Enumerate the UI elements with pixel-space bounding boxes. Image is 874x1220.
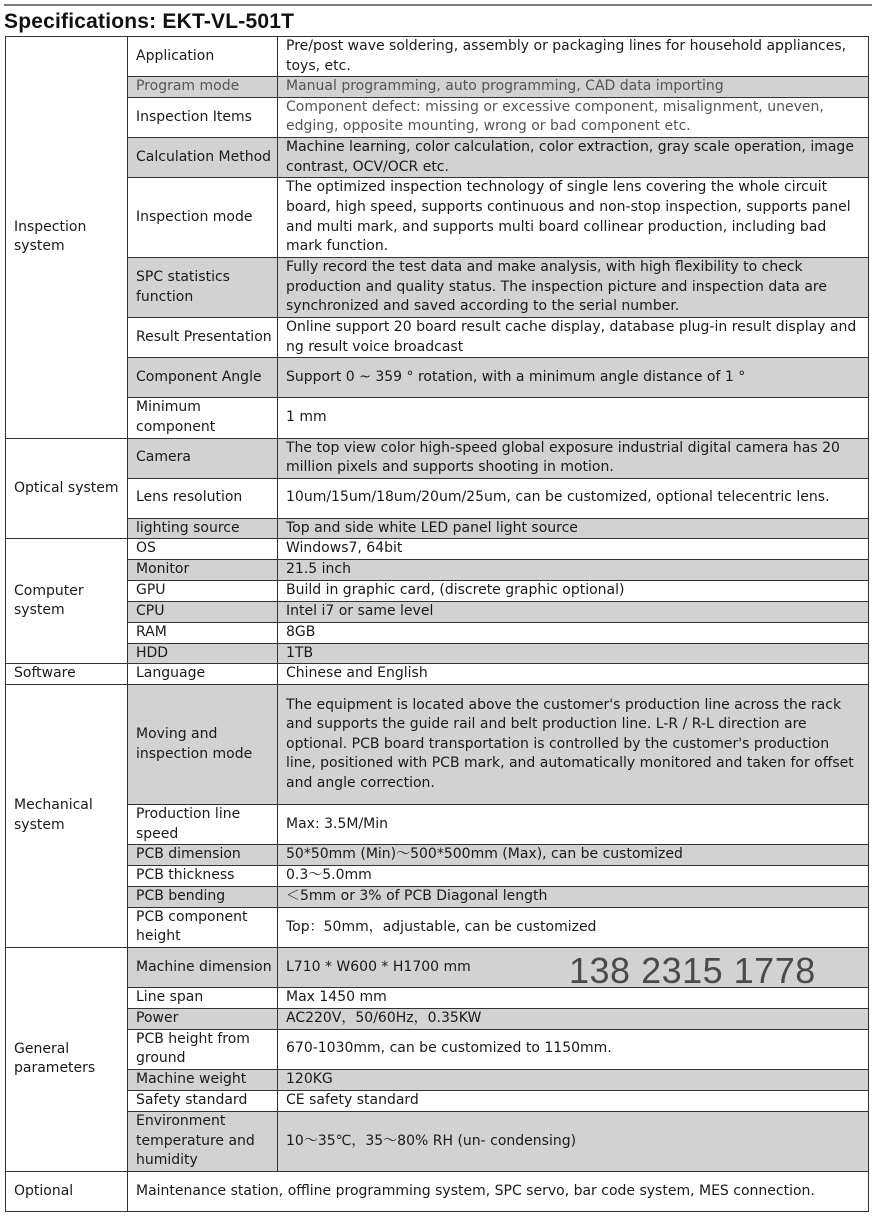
item-value: Support 0 ~ 359 ° rotation, with a minimum angle distance of 1 ° [278, 358, 869, 398]
table-row [6, 1008, 869, 1029]
item-value: 1 mm [278, 398, 869, 438]
item-label: Production line speed [128, 805, 278, 845]
category-cell: Optional [6, 1171, 128, 1211]
category-cell: Optical system [6, 438, 128, 539]
item-value: 0.3～5.0mm [278, 866, 869, 887]
item-label: Line span [128, 988, 278, 1009]
item-label: Minimum component [128, 398, 278, 438]
item-value: 10～35℃，35～80% RH (un- condensing) [278, 1111, 869, 1171]
item-value: 50*50mm (Min)～500*500mm (Max), can be customized [278, 845, 869, 866]
table-row-optional [6, 1171, 869, 1211]
item-label: PCB dimension [128, 845, 278, 866]
item-label: Moving and inspection mode [128, 685, 278, 805]
table-row [6, 1111, 869, 1171]
table-row [6, 886, 869, 907]
table-row [6, 866, 869, 887]
item-label: Safety standard [128, 1090, 278, 1111]
item-label: HDD [128, 643, 278, 664]
item-value: Build in graphic card, (discrete graphic optional) [278, 580, 869, 601]
item-label: Result Presentation [128, 318, 278, 358]
category-cell: Software [6, 664, 128, 685]
item-label: SPC statistics function [128, 258, 278, 318]
category-cell: Mechanical system [6, 685, 128, 948]
item-value: Top：50mm，adjustable, can be customized [278, 907, 869, 947]
item-value: The optimized inspection technology of single lens covering the whole circuit board, high speed, supports continuous and non-stop inspection, supports panel and multi mark, and supports multi board collinear production, including bad mark function. [278, 178, 869, 258]
table-row [6, 580, 869, 601]
table-row [6, 622, 869, 643]
item-label: PCB bending [128, 886, 278, 907]
table-row [6, 845, 869, 866]
item-label: Camera [128, 438, 278, 478]
item-label: Component Angle [128, 358, 278, 398]
item-value: Pre/post wave soldering, assembly or packaging lines for household appliances, toys, etc. [278, 37, 869, 77]
item-value: ＜5mm or 3% of PCB Diagonal length [278, 886, 869, 907]
item-label: PCB component height [128, 907, 278, 947]
item-label: Machine dimension [128, 948, 278, 988]
table-row [6, 518, 869, 539]
category-cell: Inspection system [6, 37, 128, 439]
item-label: Power [128, 1008, 278, 1029]
table-row [6, 398, 869, 438]
table-row [6, 97, 869, 137]
item-value: Manual programming, auto programming, CAD data importing [278, 77, 869, 98]
category-cell: General parameters [6, 948, 128, 1172]
item-value: 120KG [278, 1069, 869, 1090]
item-label: OS [128, 539, 278, 560]
item-value: Fully record the test data and make analysis, with high flexibility to check production and quality status. The inspection picture and inspection data are synchronized and saved according to the serial number. [278, 258, 869, 318]
item-label: lighting source [128, 518, 278, 539]
spec-table [5, 36, 869, 1212]
table-row [6, 478, 869, 518]
item-label: Application [128, 37, 278, 77]
item-value: Intel i7 or same level [278, 601, 869, 622]
item-value: The equipment is located above the customer's production line across the rack and supports the guide rail and belt production line. L-R / R-L direction are optional. PCB board transportation is controlled by the customer's production line, positioned with PCB mark, and automatically monitored and taken for offset and angle correction. [278, 685, 869, 805]
item-label: PCB height from ground [128, 1029, 278, 1069]
item-value: Online support 20 board result cache display, database plug-in result display and ng result voice broadcast [278, 318, 869, 358]
table-row [6, 358, 869, 398]
item-value: 8GB [278, 622, 869, 643]
item-label: GPU [128, 580, 278, 601]
table-row [6, 643, 869, 664]
item-value: Top and side white LED panel light source [278, 518, 869, 539]
table-row [6, 685, 869, 805]
item-label: PCB thickness [128, 866, 278, 887]
item-label: Calculation Method [128, 137, 278, 177]
item-value: L710 * W600 * H1700 mm [278, 948, 869, 988]
item-value: Chinese and English [278, 664, 869, 685]
table-row [6, 438, 869, 478]
category-cell: Computer system [6, 539, 128, 664]
table-row [6, 1029, 869, 1069]
item-label: Inspection mode [128, 178, 278, 258]
table-row [6, 559, 869, 580]
table-row [6, 601, 869, 622]
item-label: Monitor [128, 559, 278, 580]
item-value: Machine learning, color calculation, color extraction, gray scale operation, image contrast, OCV/OCR etc. [278, 137, 869, 177]
top-rule [4, 4, 872, 6]
table-row [6, 258, 869, 318]
item-value: Windows7, 64bit [278, 539, 869, 560]
item-label: Inspection Items [128, 97, 278, 137]
item-label: Environment temperature and humidity [128, 1111, 278, 1171]
item-value: 670-1030mm, can be customized to 1150mm. [278, 1029, 869, 1069]
table-row [6, 77, 869, 98]
table-row [6, 37, 869, 77]
table-row [6, 318, 869, 358]
page-title: Specifications: EKT-VL-501T [4, 10, 295, 33]
item-label: Language [128, 664, 278, 685]
table-row [6, 907, 869, 947]
table-row [6, 1069, 869, 1090]
item-label: Machine weight [128, 1069, 278, 1090]
table-row [6, 178, 869, 258]
item-value: AC220V，50/60Hz，0.35KW [278, 1008, 869, 1029]
table-row [6, 137, 869, 177]
item-value: CE safety standard [278, 1090, 869, 1111]
item-label: RAM [128, 622, 278, 643]
item-value: Component defect: missing or excessive component, misalignment, uneven, edging, opposite mounting, wrong or bad component etc. [278, 97, 869, 137]
item-value: 10um/15um/18um/20um/25um, can be customized, optional telecentric lens. [278, 478, 869, 518]
item-value: Max: 3.5M/Min [278, 805, 869, 845]
table-row [6, 1090, 869, 1111]
item-label: CPU [128, 601, 278, 622]
item-value: The top view color high-speed global exposure industrial digital camera has 20 million pixels and supports shooting in motion. [278, 438, 869, 478]
item-label: Program mode [128, 77, 278, 98]
watermark-phone: 138 2315 1778 [569, 950, 816, 991]
table-row [6, 664, 869, 685]
table-row [6, 805, 869, 845]
item-label: Lens resolution [128, 478, 278, 518]
optional-value: Maintenance station, offline programming system, SPC servo, bar code system, MES connection. [128, 1171, 869, 1211]
item-value: Max 1450 mm [278, 988, 869, 1009]
table-row [6, 539, 869, 560]
item-value: 21.5 inch [278, 559, 869, 580]
item-value: 1TB [278, 643, 869, 664]
